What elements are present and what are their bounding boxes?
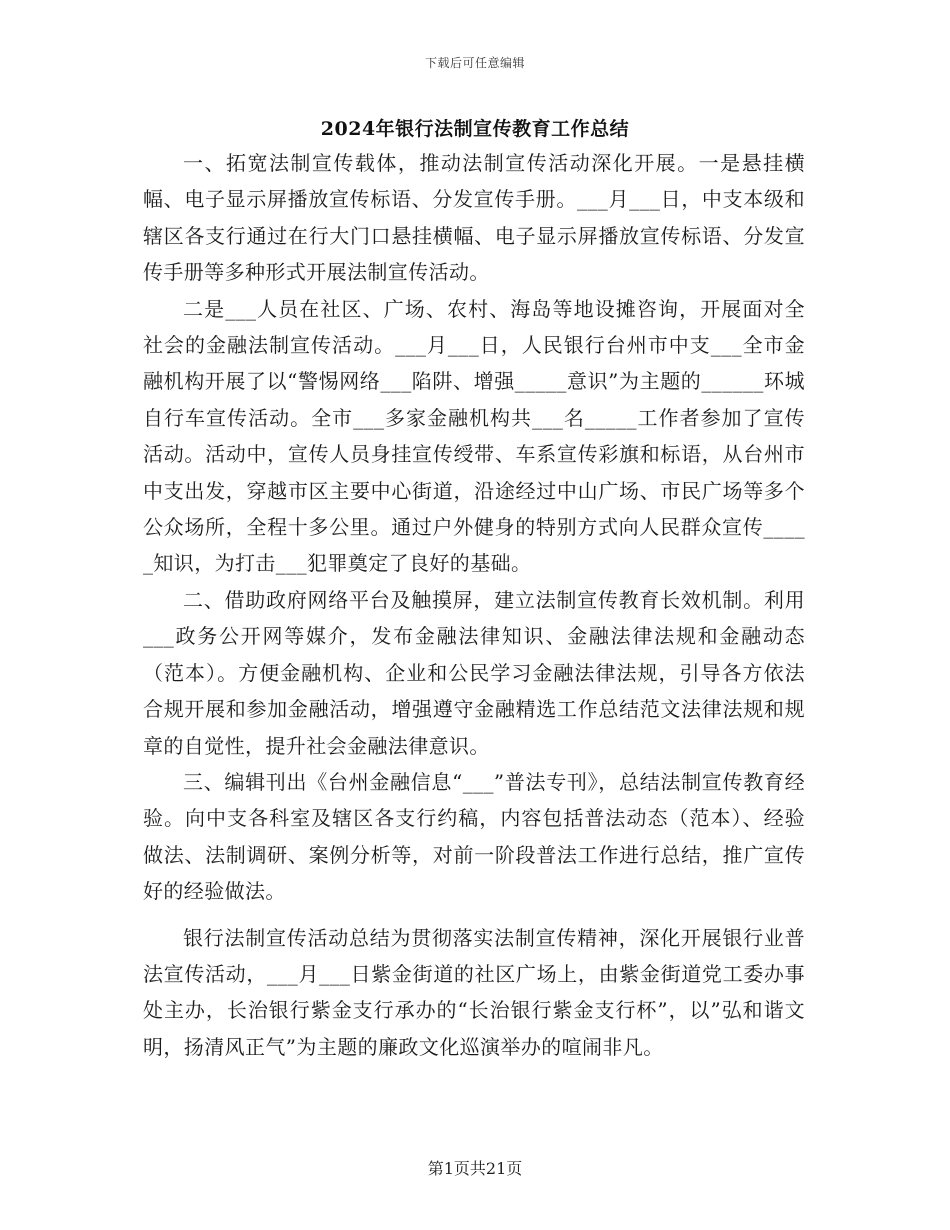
document-title: 2024年银行法制宣传教育工作总结: [320, 118, 630, 140]
paragraph-1: 一、拓宽法制宣传载体，推动法制宣传活动深化开展。一是悬挂横幅、电子显示屏播放宣传标语、分发宣传手册。___月___日，中支本级和辖区各支行通过在行大门口悬挂横幅、电子显示屏播放宣传标语、分发宣传手册等多种形式开展法制宣传活动。: [143, 151, 805, 285]
document-body: [143, 145, 805, 1065]
paragraph-4: 三、编辑刊出《台州金融信息“___”普法专刊》，总结法制宣传教育经验。向中支各科室及辖区各支行约稿，内容包括普法动态（范本）、经验做法、法制调研、案例分析等，对前一阶段普法工作进行总结，推广宣传好的经验做法。: [143, 769, 805, 904]
paragraph-5: 银行法制宣传活动总结为贯彻落实法制宣传精神，深化开展银行业普法宣传活动，___月___日紫金街道的社区广场上，由紫金街道党工委办事处主办，长治银行紫金支行承办的“长治银行紫金支行杯”，以”弘和谐文明，扬清风正气”为主题的廉政文化巡演举办的喧闹非凡。: [143, 925, 805, 1059]
paragraph-3: 二、借助政府网络平台及触摸屏，建立法制宣传教育长效机制。利用___政务公开网等媒介，发布金融法律知识、金融法律法规和金融动态（范本）。方便金融机构、企业和公民学习金融法律法规，引导各方依法合规开展和参加金融活动，增强遵守金融精选工作总结范文法律法规和规章的自觉性，提升社会金融法律意识。: [143, 587, 805, 758]
header-note: 下载后可任意编辑: [424, 56, 525, 70]
page-footer: 第1页共21页: [427, 1159, 523, 1178]
paragraph-2: 二是___人员在社区、广场、农村、海岛等地设摊咨询，开展面对全社会的金融法制宣传活动。___月___日，人民银行台州市中支___全市金融机构开展了以“警惕网络___陷阱、增强_____意识”为主题的______环城自行车宣传活动。全市___多家金融机构共___名_____工作者参加了宣传活动。活动中，宣传人员身挂宣传绶带、车系宣传彩旗和标语，从台州市中支出发，穿越市区主要中心街道，沿途经过中山广场、市民广场等多个公众场所，全程十多公里。通过户外健身的特别方式向人民群众宣传_____知识，为打击___犯罪奠定了良好的基础。: [143, 296, 805, 576]
